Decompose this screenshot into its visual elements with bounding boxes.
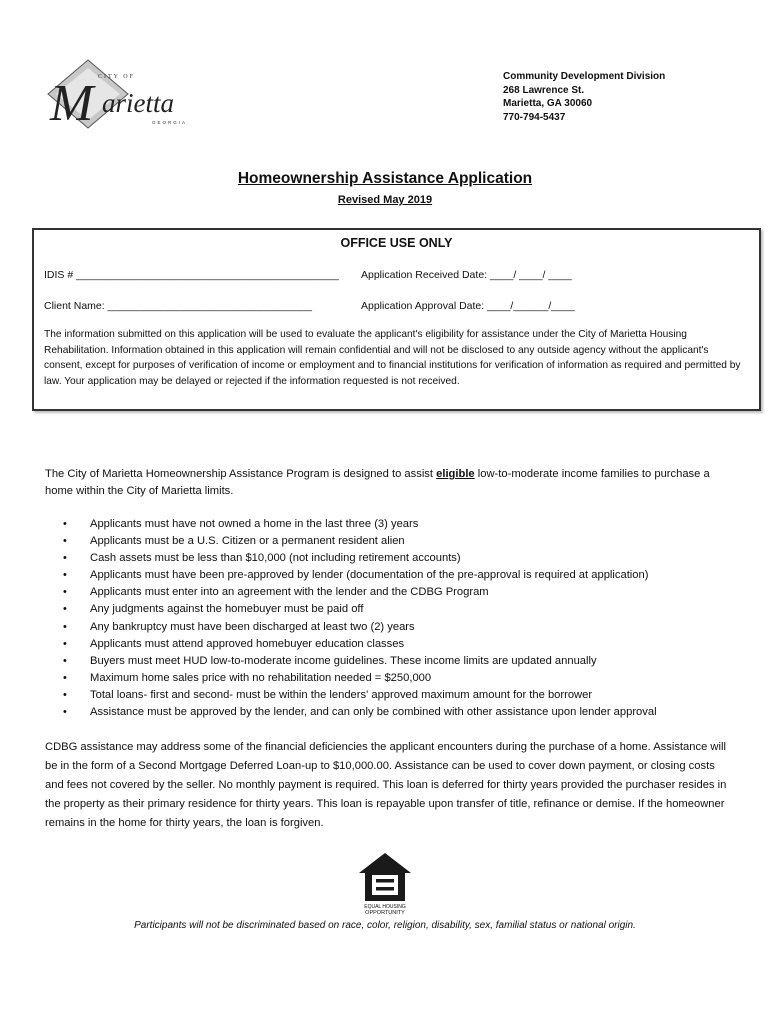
list-item: • Maximum home sales price with no rehabilitation needed = $250,000 bbox=[60, 670, 750, 687]
city-state-zip: Marietta, GA 30060 bbox=[503, 98, 593, 109]
document-title: Homeownership Assistance Application bbox=[237, 170, 533, 187]
equal-housing-opportunity-icon bbox=[357, 851, 413, 917]
cdbg-assistance-paragraph: CDBG assistance may address some of the financial deficiencies the applicant encounters during the purchase of a home. Assistance will be in the form of a Second Mortgage Deferred Loan-up to $10,000.00. Assistance can be used to cover down payment, or closing costs and fees not covered by the seller. No monthly payment is required. This loan is deferred for thirty years provided the purchaser resides in the property as their primary residence for thirty years. This loan is repayable upon transfer of title, refinance or demise. If the homeowner remains in the home for thirty years, the loan is forgiven. bbox=[45, 741, 727, 829]
address-block bbox=[503, 70, 665, 124]
division-name: Community Development Division bbox=[503, 71, 666, 82]
list-item: • Any bankruptcy must have been discharged at least two (2) years bbox=[60, 619, 750, 636]
nondiscrimination-statement: Participants will not be discriminated based on race, color, religion, disability, sex, familial status or national origin. bbox=[134, 920, 636, 931]
street-address: 268 Lawrence St. bbox=[503, 84, 585, 96]
list-item: • Any judgments against the homebuyer must be paid off bbox=[60, 601, 750, 618]
bullet-icon: • bbox=[63, 637, 67, 650]
list-item: • Assistance must be approved by the lender, and can only be combined with other assistance upon lender approval bbox=[60, 704, 750, 721]
office-use-box bbox=[32, 228, 761, 411]
list-item: • Buyers must meet HUD low-to-moderate income guidelines. These income limits are updated annually bbox=[60, 653, 750, 670]
logo-city-of: CITY OF bbox=[98, 74, 135, 80]
bullet-icon: • bbox=[63, 603, 67, 616]
client-name-field[interactable]: Client Name: ___________________________________ bbox=[44, 300, 312, 312]
city-of-marietta-logo bbox=[40, 58, 205, 130]
list-item: • Applicants must attend approved homebuyer education classes bbox=[60, 636, 750, 653]
list-item: • Applicants must have been pre-approved by lender (documentation of the pre-approval is required at application) bbox=[60, 567, 750, 584]
intro-eligible-emphasis: eligible bbox=[436, 468, 475, 480]
approval-date-field[interactable]: Application Approval Date: ____/______/____ bbox=[361, 300, 575, 312]
logo-name: arietta bbox=[102, 88, 174, 118]
bullet-icon: • bbox=[63, 586, 67, 599]
intro-text-before: The City of Marietta Homeownership Assistance Program is designed to assist bbox=[45, 468, 437, 480]
logo-state: GEORGIA bbox=[152, 120, 188, 125]
list-item: • Total loans- first and second- must be within the lenders' approved maximum amount for the borrower bbox=[60, 687, 750, 704]
bullet-icon: • bbox=[63, 671, 67, 684]
eho-line1: EQUAL HOUSING bbox=[364, 904, 406, 910]
bullet-icon: • bbox=[63, 518, 67, 530]
confidentiality-notice: The information submitted on this application will be used to evaluate the applicant's eligibility for assistance under the City of Marietta Housing Rehabilitation. Information obtained in this application will remain confidential and will not be disclosed to any outside agency without the applicant's consent, except for purposes of verification of income or employment and to financial institutions for verification of information as required and permitted by law. Your application may be delayed or rejected if the information requested is not received. bbox=[44, 329, 741, 387]
bullet-icon: • bbox=[63, 552, 67, 565]
eho-line2: OPPORTUNITY bbox=[365, 910, 405, 916]
list-item: • Applicants must be a U.S. Citizen or a permanent resident alien bbox=[60, 533, 750, 550]
idis-field[interactable]: IDIS # _____________________________________________ bbox=[44, 269, 339, 281]
requirements-list bbox=[60, 516, 750, 721]
list-item: • Cash assets must be less than $10,000 (not including retirement accounts) bbox=[60, 550, 750, 567]
logo-initial: M bbox=[50, 75, 94, 130]
bullet-icon: • bbox=[63, 688, 67, 701]
program-intro bbox=[45, 466, 735, 500]
office-use-heading: OFFICE USE ONLY bbox=[340, 236, 453, 250]
bullet-icon: • bbox=[63, 535, 67, 548]
phone-number: 770-794-5437 bbox=[503, 111, 566, 123]
revision-date: Revised May 2019 bbox=[337, 194, 433, 206]
bullet-icon: • bbox=[63, 620, 67, 633]
intro-text-after: low-to-moderate income families to purchase a home within the City of Marietta limits. bbox=[45, 468, 710, 497]
list-item: • Applicants must have not owned a home in the last three (3) years bbox=[60, 516, 750, 533]
received-date-field[interactable]: Application Received Date: ____/ ____/ ____ bbox=[361, 269, 572, 281]
list-item: • Applicants must enter into an agreement with the lender and the CDBG Program bbox=[60, 584, 750, 601]
bullet-icon: • bbox=[63, 706, 67, 719]
bullet-icon: • bbox=[63, 569, 67, 582]
bullet-icon: • bbox=[63, 654, 67, 667]
